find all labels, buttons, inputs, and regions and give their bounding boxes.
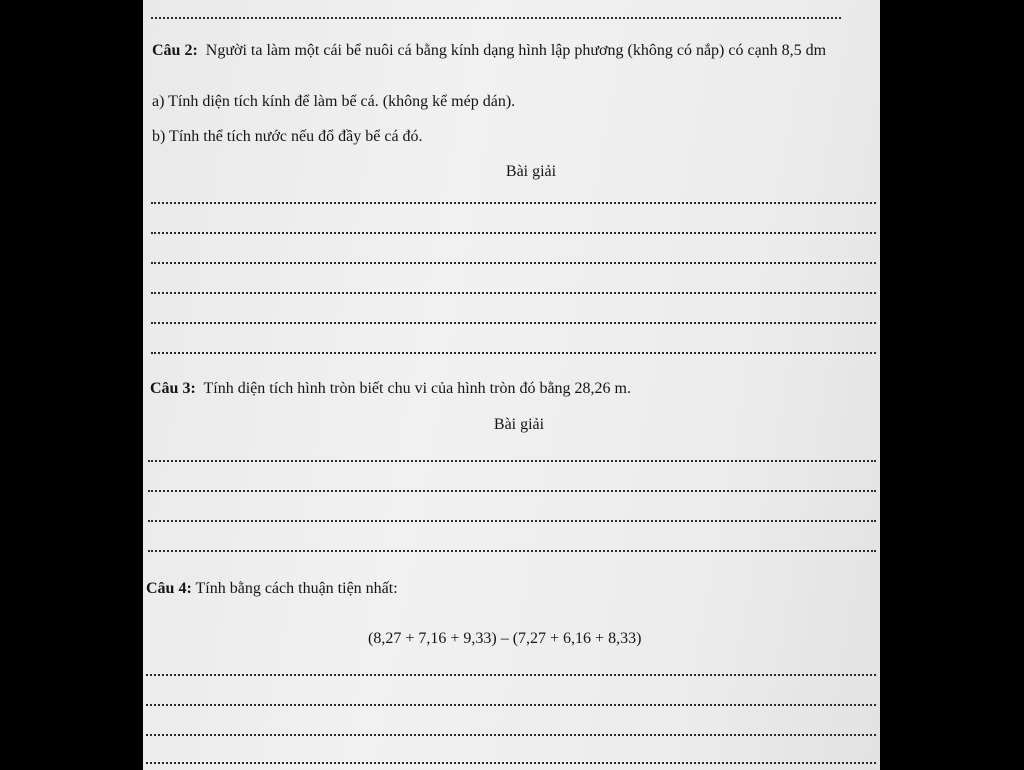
answer-line (146, 734, 876, 736)
answer-line (148, 460, 876, 462)
answer-line (151, 202, 876, 204)
question-3 (150, 379, 631, 399)
question-2-text: Người ta làm một cái bể nuôi cá bằng kính dạng hình lập phương (không có nắp) có cạnh 8,5 dm (205, 42, 827, 59)
question-2-part-a: a) Tính diện tích kính để làm bể cá. (không kể mép dán). (152, 93, 516, 110)
question-4-expression: (8,27 + 7,16 + 9,33) – (7,27 + 6,16 + 8,33) (368, 630, 642, 647)
question-3-text: Tính diện tích hình tròn biết chu vi của hình tròn đó bằng 28,26 m. (203, 380, 631, 397)
question-3-label: Câu 3: (150, 380, 196, 397)
answer-line (148, 550, 876, 552)
answer-line (151, 352, 876, 354)
question-2 (152, 41, 826, 61)
question-3-solution-heading: Bài giải (493, 416, 545, 433)
question-2-solution-heading: Bài giải (505, 163, 557, 180)
question-2-label: Câu 2: (152, 42, 198, 59)
answer-line (146, 674, 876, 676)
question-4-text: Tính bằng cách thuận tiện nhất: (195, 580, 398, 597)
answer-line (148, 520, 876, 522)
answer-line (151, 17, 841, 19)
question-4 (146, 579, 398, 599)
answer-line (151, 322, 876, 324)
answer-line (146, 704, 876, 706)
answer-line (151, 292, 876, 294)
worksheet-page (143, 0, 880, 770)
question-4-label: Câu 4: (146, 580, 192, 597)
answer-line (148, 490, 876, 492)
answer-line (151, 262, 876, 264)
answer-line (151, 232, 876, 234)
question-2-part-b: b) Tính thể tích nước nếu đổ đầy bể cá đó. (152, 128, 423, 145)
answer-line (146, 762, 876, 764)
